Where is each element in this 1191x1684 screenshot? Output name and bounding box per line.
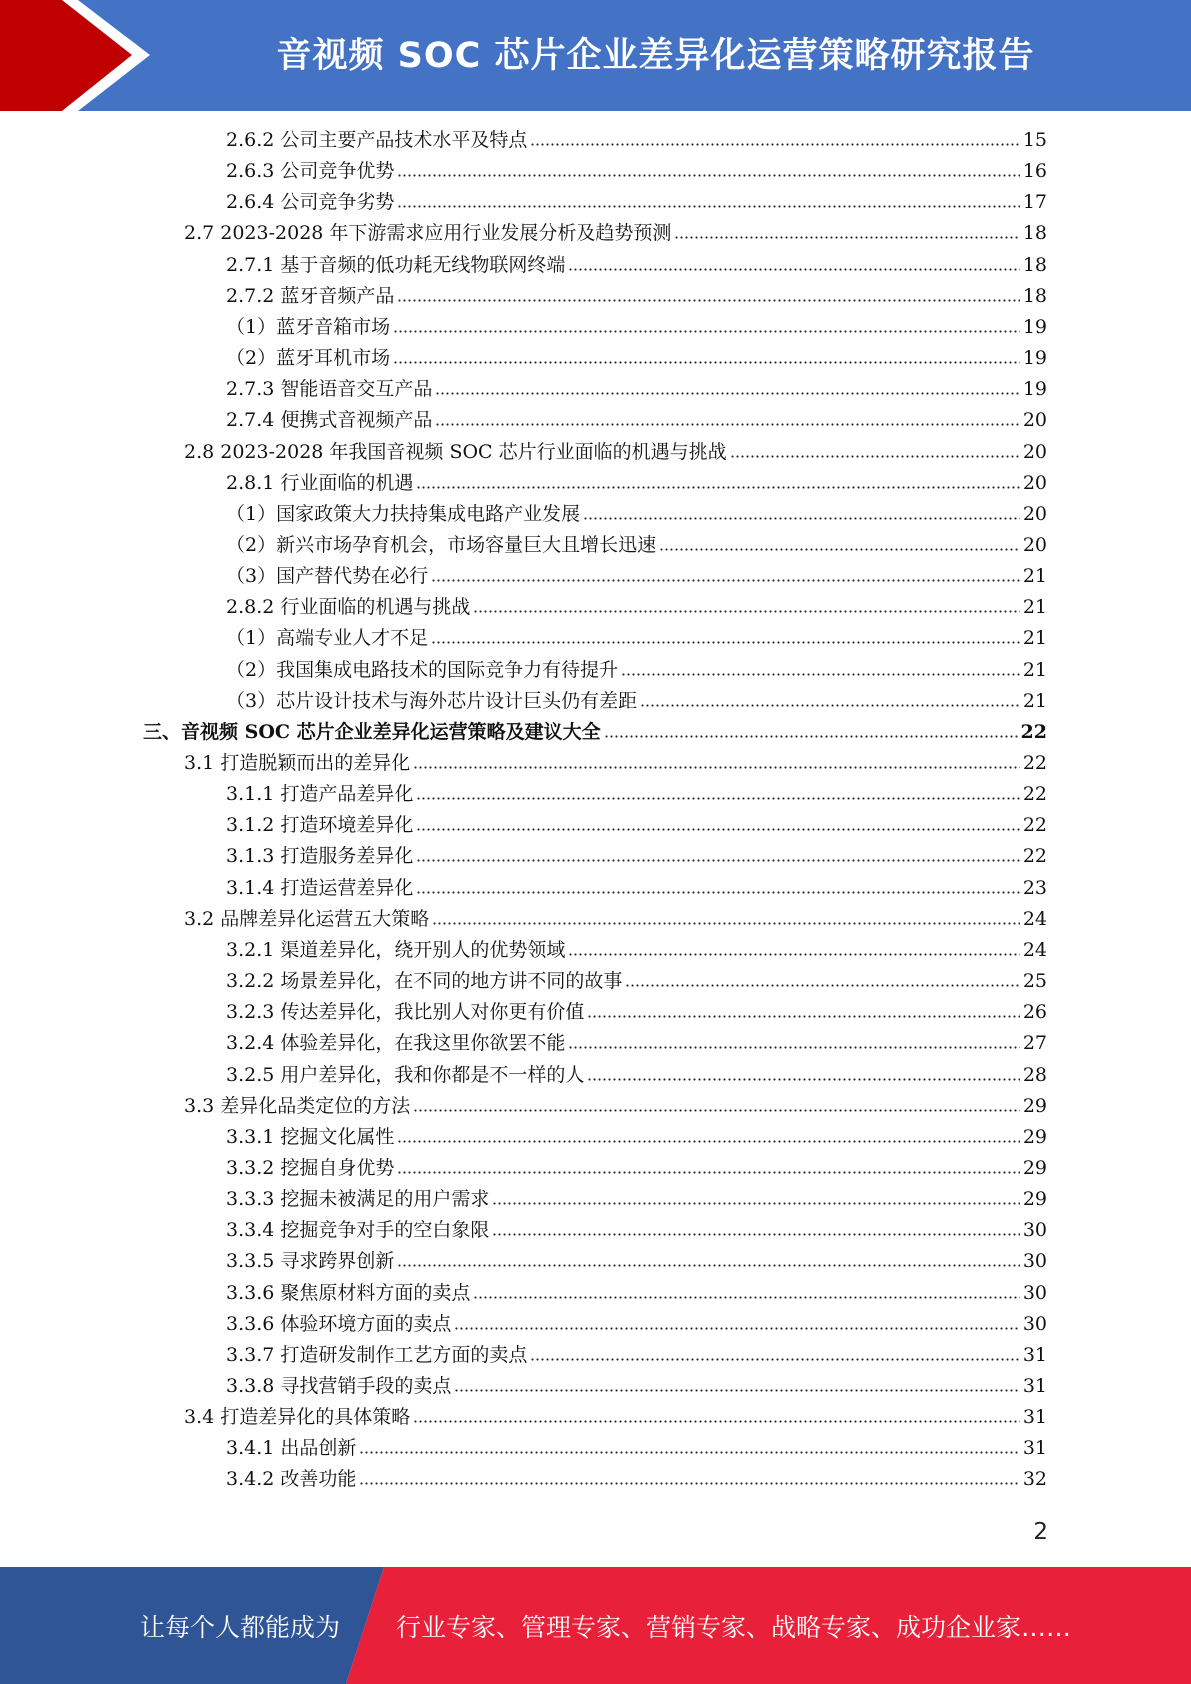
toc-leader-dots	[621, 671, 1020, 677]
toc-entry[interactable]	[226, 1217, 1047, 1243]
toc-entry[interactable]	[226, 1186, 1047, 1212]
toc-entry-page: 23	[1022, 877, 1047, 899]
toc-leader-dots	[413, 1107, 1020, 1113]
toc-entry-page: 25	[1022, 970, 1047, 992]
page-header	[0, 0, 1191, 111]
toc-leader-dots	[583, 515, 1020, 521]
toc-entry-title: 3.3.1 挖掘文化属性	[226, 1126, 395, 1148]
toc-entry[interactable]	[226, 1311, 1047, 1337]
footer-slogan-left: 让每个人都能成为	[140, 1612, 341, 1642]
toc-entry-title: 2.7.2 蓝牙音频产品	[226, 285, 395, 307]
toc-entry-page: 29	[1022, 1126, 1047, 1148]
toc-entry-page: 29	[1022, 1095, 1047, 1117]
toc-entry-page: 19	[1022, 378, 1047, 400]
toc-entry-page: 20	[1022, 534, 1047, 556]
toc-entry-page: 31	[1022, 1375, 1047, 1397]
toc-entry-page: 20	[1022, 441, 1047, 463]
toc-entry[interactable]	[184, 1404, 1047, 1430]
toc-entry[interactable]	[226, 999, 1047, 1025]
toc-entry-page: 19	[1022, 316, 1047, 338]
toc-entry-title: 3.1.3 打造服务差异化	[226, 845, 414, 867]
toc-leader-dots	[473, 1294, 1019, 1300]
toc-entry[interactable]	[226, 1280, 1047, 1306]
toc-entry-page: 22	[1022, 845, 1047, 867]
toc-entry-page: 29	[1022, 1188, 1047, 1210]
toc-entry[interactable]	[226, 345, 1047, 371]
toc-entry-title: 3.2.3 传达差异化，我比别人对你更有价值	[226, 1001, 585, 1023]
toc-entry[interactable]	[226, 968, 1047, 994]
toc-entry-page: 20	[1022, 503, 1047, 525]
toc-entry[interactable]	[226, 1030, 1047, 1056]
page-footer	[0, 1567, 1191, 1684]
toc-entry-title: 3.4 打造差异化的具体策略	[184, 1406, 411, 1428]
toc-entry-page: 20	[1022, 409, 1047, 431]
toc-leader-dots	[674, 234, 1019, 240]
toc-entry-title: 3.4.2 改善功能	[226, 1468, 357, 1490]
toc-leader-dots	[397, 1169, 1019, 1175]
toc-entry-title: 3.3.6 体验环境方面的卖点	[226, 1313, 452, 1335]
toc-entry[interactable]	[226, 688, 1047, 714]
toc-entry[interactable]	[226, 252, 1047, 278]
toc-entry[interactable]	[226, 781, 1047, 807]
toc-entry-title: 3.1.1 打造产品差异化	[226, 783, 414, 805]
toc-leader-dots	[473, 608, 1019, 614]
toc-leader-dots	[413, 1418, 1020, 1424]
toc-entry-title: 三、音视频 SOC 芯片企业差异化运营策略及建议大全	[143, 721, 601, 743]
toc-entry-page: 22	[1020, 721, 1047, 743]
toc-leader-dots	[416, 889, 1019, 895]
toc-leader-dots	[393, 359, 1020, 365]
toc-entry-title: 3.2.2 场景差异化，在不同的地方讲不同的故事	[226, 970, 623, 992]
toc-entry-title: 3.3 差异化品类定位的方法	[184, 1095, 411, 1117]
toc-entry-page: 21	[1022, 627, 1047, 649]
toc-entry-title: （1）高端专业人才不足	[226, 627, 429, 649]
toc-entry[interactable]	[226, 376, 1047, 402]
toc-entry[interactable]	[226, 843, 1047, 869]
toc-entry[interactable]	[184, 439, 1047, 465]
toc-entry-title: 3.3.6 聚焦原材料方面的卖点	[226, 1282, 471, 1304]
toc-leader-dots	[492, 1231, 1019, 1237]
toc-entry[interactable]	[226, 563, 1047, 589]
toc-entry[interactable]	[184, 1093, 1047, 1119]
toc-leader-dots	[359, 1449, 1019, 1455]
toc-entry-page: 31	[1022, 1437, 1047, 1459]
toc-leader-dots	[587, 1013, 1019, 1019]
toc-entry[interactable]	[226, 127, 1047, 153]
toc-entry-page: 22	[1022, 752, 1047, 774]
toc-entry-page: 24	[1022, 939, 1047, 961]
toc-entry-title: 2.6.3 公司竞争优势	[226, 160, 395, 182]
toc-leader-dots	[625, 982, 1019, 988]
toc-entry[interactable]	[226, 283, 1047, 309]
toc-entry[interactable]	[226, 501, 1047, 527]
toc-entry-title: 3.1.4 打造运营差异化	[226, 877, 414, 899]
toc-entry[interactable]	[226, 1248, 1047, 1274]
toc-entry[interactable]	[226, 1124, 1047, 1150]
toc-entry-title: 3.3.2 挖掘自身优势	[226, 1157, 395, 1179]
toc-entry[interactable]	[226, 594, 1047, 620]
toc-entry-page: 18	[1022, 285, 1047, 307]
toc-entry-page: 32	[1022, 1468, 1047, 1490]
toc-entry-title: 3.2 品牌差异化运营五大策略	[184, 908, 430, 930]
toc-entry-page: 22	[1022, 814, 1047, 836]
toc-entry-page: 20	[1022, 472, 1047, 494]
toc-entry-title: 3.1.2 打造环境差异化	[226, 814, 414, 836]
toc-leader-dots	[568, 1044, 1019, 1050]
toc-entry[interactable]	[226, 314, 1047, 340]
toc-entry[interactable]	[184, 220, 1047, 246]
toc-entry[interactable]	[226, 1342, 1047, 1368]
toc-leader-dots	[568, 951, 1019, 957]
toc-entry-page: 21	[1022, 690, 1047, 712]
toc-leader-dots	[397, 297, 1019, 303]
toc-entry-title: 3.1 打造脱颖而出的差异化	[184, 752, 411, 774]
toc-entry[interactable]	[226, 875, 1047, 901]
toc-leader-dots	[431, 577, 1020, 583]
toc-leader-dots	[416, 857, 1019, 863]
toc-entry[interactable]	[226, 1062, 1047, 1088]
toc-entry-title: 3.3.8 寻找营销手段的卖点	[226, 1375, 452, 1397]
toc-entry-page: 27	[1022, 1032, 1047, 1054]
toc-leader-dots	[397, 203, 1019, 209]
page-number: 2	[1033, 1519, 1048, 1545]
toc-entry[interactable]	[226, 625, 1047, 651]
toc-entry-title: （1）蓝牙音箱市场	[226, 316, 391, 338]
toc-entry[interactable]	[143, 719, 1047, 745]
toc-leader-dots	[397, 172, 1019, 178]
toc-entry-title: （2）我国集成电路技术的国际竞争力有待提升	[226, 659, 619, 681]
toc-entry-title: 2.7.4 便携式音视频产品	[226, 409, 433, 431]
footer-slogan-right: 行业专家、管理专家、营销专家、战略专家、成功企业家……	[396, 1612, 1072, 1642]
toc-entry-title: （2）蓝牙耳机市场	[226, 347, 391, 369]
toc-entry-page: 16	[1022, 160, 1047, 182]
toc-leader-dots	[435, 421, 1019, 427]
toc-entry-page: 28	[1022, 1064, 1047, 1086]
toc-entry-title: 2.7.1 基于音频的低功耗无线物联网终端	[226, 254, 566, 276]
toc-entry-page: 17	[1022, 191, 1047, 213]
toc-leader-dots	[492, 1200, 1019, 1206]
toc-leader-dots	[431, 639, 1020, 645]
toc-leader-dots	[454, 1387, 1019, 1393]
toc-entry[interactable]	[226, 532, 1047, 558]
toc-entry[interactable]	[226, 470, 1047, 496]
toc-leader-dots	[416, 826, 1019, 832]
toc-leader-dots	[432, 920, 1020, 926]
toc-entry-title: 3.3.7 打造研发制作工艺方面的卖点	[226, 1344, 528, 1366]
toc-entry-title: 2.8 2023-2028 年我国音视频 SOC 芯片行业面临的机遇与挑战	[184, 441, 727, 463]
toc-entry-title: 3.3.5 寻求跨界创新	[226, 1250, 395, 1272]
toc-entry-title: 3.3.4 挖掘竞争对手的空白象限	[226, 1219, 490, 1241]
toc-entry-page: 30	[1022, 1250, 1047, 1272]
toc-leader-dots	[530, 141, 1019, 147]
toc-entry-title: 3.4.1 出品创新	[226, 1437, 357, 1459]
toc-leader-dots	[416, 484, 1019, 490]
toc-entry-page: 21	[1022, 659, 1047, 681]
toc-entry-page: 21	[1022, 565, 1047, 587]
document-title: 音视频 SOC 芯片企业差异化运营策略研究报告	[276, 35, 1035, 76]
toc-leader-dots	[435, 390, 1019, 396]
toc-entry-page: 31	[1022, 1406, 1047, 1428]
toc-leader-dots	[397, 1138, 1019, 1144]
toc-entry-title: （2）新兴市场孕育机会，市场容量巨大且增长迅速	[226, 534, 657, 556]
toc-entry-page: 29	[1022, 1157, 1047, 1179]
toc-entry-title: 3.3.3 挖掘未被满足的用户需求	[226, 1188, 490, 1210]
toc-entry-title: 2.8.1 行业面临的机遇	[226, 472, 414, 494]
toc-entry-title: （3）芯片设计技术与海外芯片设计巨头仍有差距	[226, 690, 638, 712]
toc-entry-page: 22	[1022, 783, 1047, 805]
toc-entry-title: （1）国家政策大力扶持集成电路产业发展	[226, 503, 581, 525]
toc-entry-page: 31	[1022, 1344, 1047, 1366]
toc-entry-title: 3.2.1 渠道差异化，绕开别人的优势领域	[226, 939, 566, 961]
toc-entry-title: 2.6.4 公司竞争劣势	[226, 191, 395, 213]
toc-leader-dots	[640, 702, 1020, 708]
toc-leader-dots	[604, 733, 1018, 739]
toc-entry[interactable]	[184, 750, 1047, 776]
toc-entry[interactable]	[226, 1435, 1047, 1461]
toc-entry-page: 18	[1022, 254, 1047, 276]
toc-entry[interactable]	[226, 812, 1047, 838]
toc-leader-dots	[416, 795, 1019, 801]
toc-leader-dots	[568, 266, 1019, 272]
toc-entry-page: 30	[1022, 1313, 1047, 1335]
toc-entry[interactable]	[226, 1466, 1047, 1492]
toc-entry[interactable]	[226, 1155, 1047, 1181]
toc-entry-page: 30	[1022, 1282, 1047, 1304]
toc-entry-title: 2.7.3 智能语音交互产品	[226, 378, 433, 400]
toc-entry-page: 15	[1022, 129, 1047, 151]
toc-entry-title: 3.2.5 用户差异化，我和你都是不一样的人	[226, 1064, 585, 1086]
toc-leader-dots	[359, 1480, 1019, 1486]
toc-entry-title: （3）国产替代势在必行	[226, 565, 429, 587]
toc-leader-dots	[587, 1076, 1019, 1082]
toc-entry-page: 26	[1022, 1001, 1047, 1023]
toc-entry-page: 19	[1022, 347, 1047, 369]
toc-leader-dots	[730, 453, 1020, 459]
toc-leader-dots	[397, 1262, 1019, 1268]
toc-entry[interactable]	[226, 657, 1047, 683]
toc-leader-dots	[530, 1356, 1019, 1362]
toc-leader-dots	[454, 1325, 1019, 1331]
toc-entry-page: 18	[1022, 222, 1047, 244]
toc-leader-dots	[393, 328, 1020, 334]
toc-entry[interactable]	[226, 158, 1047, 184]
toc-entry-title: 3.2.4 体验差异化，在我这里你欲罢不能	[226, 1032, 566, 1054]
toc-entry-title: 2.7 2023-2028 年下游需求应用行业发展分析及趋势预测	[184, 222, 672, 244]
toc-entry-page: 24	[1022, 908, 1047, 930]
toc-entry[interactable]	[226, 937, 1047, 963]
toc-leader-dots	[413, 764, 1020, 770]
toc-entry-page: 21	[1022, 596, 1047, 618]
toc-entry-title: 2.8.2 行业面临的机遇与挑战	[226, 596, 471, 618]
toc-entry[interactable]	[184, 906, 1047, 932]
toc-entry-title: 2.6.2 公司主要产品技术水平及特点	[226, 129, 528, 151]
toc-entry[interactable]	[226, 189, 1047, 215]
toc-entry[interactable]	[226, 407, 1047, 433]
toc-leader-dots	[659, 546, 1020, 552]
toc-entry[interactable]	[226, 1373, 1047, 1399]
toc-entry-page: 30	[1022, 1219, 1047, 1241]
